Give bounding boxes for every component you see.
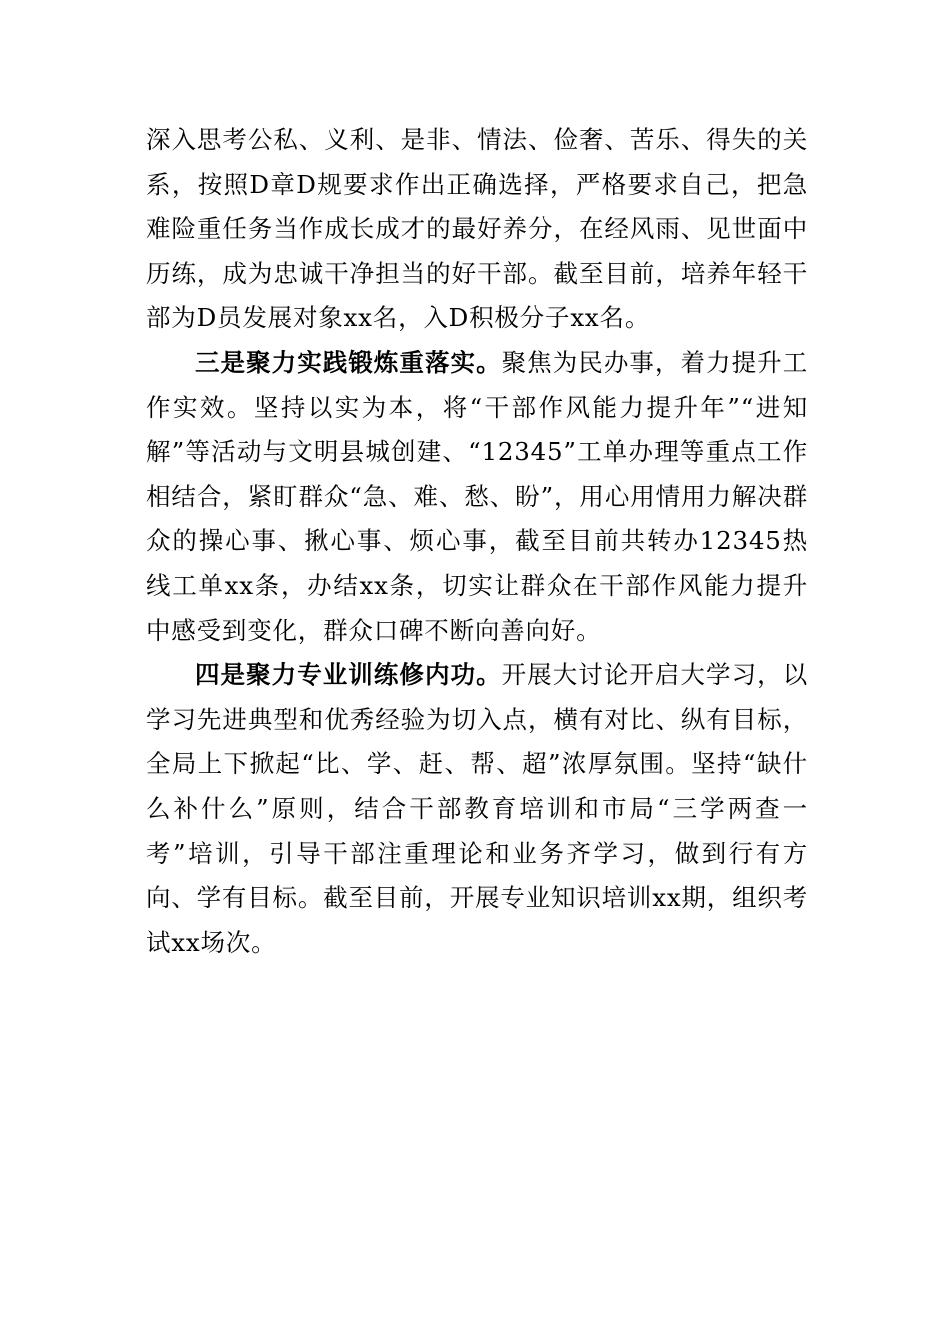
document-body (146, 118, 808, 965)
paragraph-text: 深入思考公私、义利、是非、情法、俭奢、苦乐、得失的关系，按照D章D规要求作出正确选择，严格要求自己，把急难险重任务当作成长成才的最好养分，在经风雨、见世面中历练，成为忠诚干净担当的好干部。截至目前，培养年轻干部为D员发展对象xx名，入D积极分子xx名。 (146, 125, 808, 333)
paragraph-training (146, 653, 808, 965)
paragraph-continuation (146, 118, 808, 341)
paragraph-practice (146, 341, 808, 653)
paragraph-heading: 三是聚力实践锻炼重落实。 (195, 347, 502, 377)
paragraph-heading: 四是聚力专业训练修内功。 (195, 660, 502, 690)
paragraph-text: 开展大讨论开启大学习，以学习先进典型和优秀经验为切入点，横有对比、纵有目标，全局上下掀起“比、学、赶、帮、超”浓厚氛围。坚持“缺什么补什么”原则，结合干部教育培训和市局“三学两查一考”培训，引导干部注重理论和业务齐学习，做到行有方向、学有目标。截至目前，开展专业知识培训xx期，组织考试xx场次。 (146, 660, 808, 957)
paragraph-text: 聚焦为民办事，着力提升工作实效。坚持以实为本，将“干部作风能力提升年”“进知解”等活动与文明县城创建、“12345”工单办理等重点工作相结合，紧盯群众“急、难、愁、盼”，用心用情用力解决群众的操心事、揪心事、烦心事，截至目前共转办12345热线工单xx条，办结xx条，切实让群众在干部作风能力提升中感受到变化，群众口碑不断向善向好。 (146, 347, 808, 645)
